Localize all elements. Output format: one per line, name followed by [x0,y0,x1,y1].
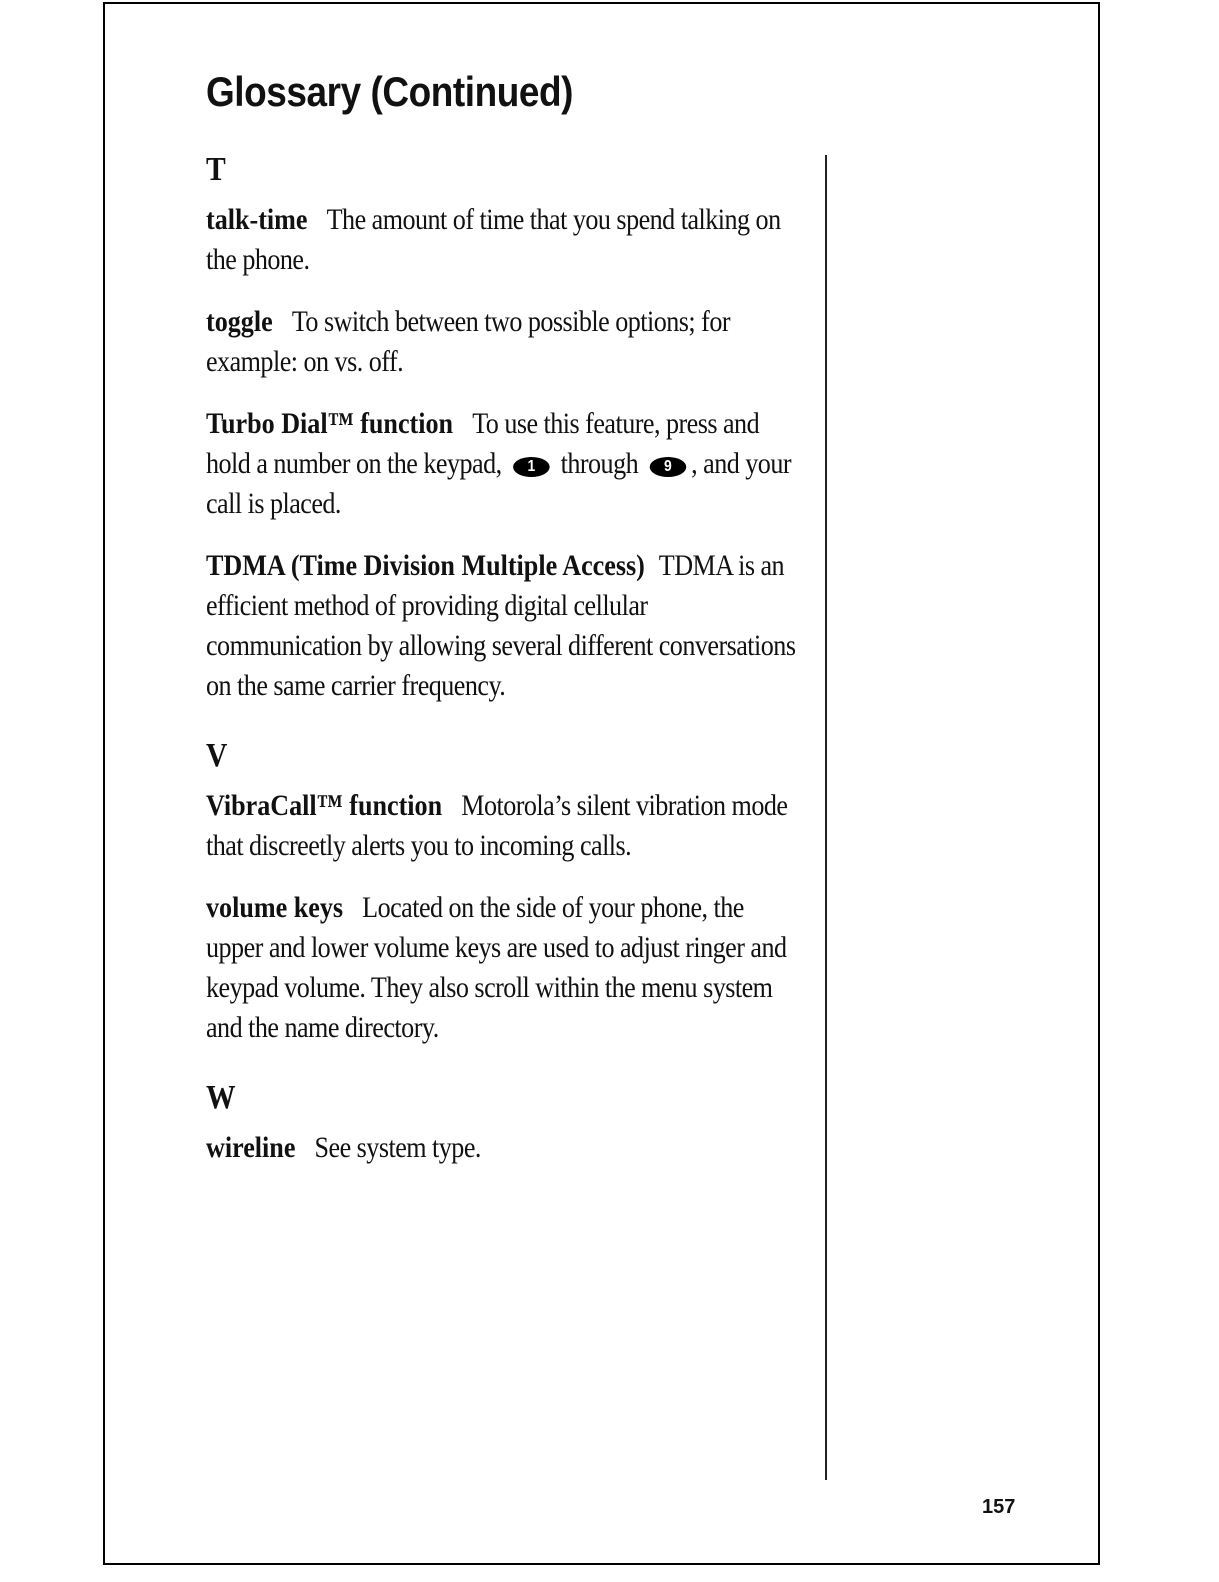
glossary-definition: The amount of time that you spend talking on the phone. [206,203,781,276]
section-letter: V [206,737,228,774]
page-title: Glossary (Continued) [206,68,574,115]
section-letter: T [206,151,226,188]
glossary-term: volume keys [206,891,344,924]
glossary-term: wireline [206,1131,296,1164]
glossary-entry-turbo-dial [206,404,798,524]
glossary-entry-tdma [206,546,798,706]
glossary-definition-part: To use this feature, press and hold a number on the keypad, [206,407,760,480]
section-w [206,1078,798,1168]
glossary-entry-volume-keys [206,888,798,1048]
glossary-definition: To switch between two possible options; for example: on vs. off. [206,305,731,378]
glossary-entry-vibracall [206,786,798,866]
section-letter: W [206,1079,236,1116]
page-number: 157 [982,1496,1016,1518]
glossary-entry-talk-time [206,200,798,280]
glossary-term: talk-time [206,203,308,236]
column-divider [825,155,827,1480]
glossary-definition: See system type. [314,1131,481,1164]
glossary-content [206,150,798,1190]
section-v [206,736,798,1048]
glossary-term: toggle [206,305,273,338]
glossary-entry-toggle [206,302,798,382]
glossary-term: Turbo Dial™ function [206,407,454,440]
section-t [206,150,798,706]
glossary-definition: Motorola’s silent vibration mode that discreetly alerts you to incoming calls. [206,789,788,862]
keypad-9-icon: 9 [649,457,686,477]
glossary-definition: Located on the side of your phone, the upper and lower volume keys are used to adjust ringer and keypad volume. They also scroll within the menu system and the name directory. [206,891,787,1044]
glossary-definition-part: , and your call is placed. [206,447,792,520]
glossary-term: VibraCall™ function [206,789,443,822]
glossary-term: TDMA (Time Division Multiple Access) [206,549,645,582]
keypad-1-icon: 1 [513,457,550,477]
glossary-definition: TDMA is an efficient method of providing digital cellular communication by allowing several different conversations on the same carrier frequency. [206,549,796,702]
glossary-entry-wireline [206,1128,798,1168]
glossary-definition-part: through [560,447,639,480]
